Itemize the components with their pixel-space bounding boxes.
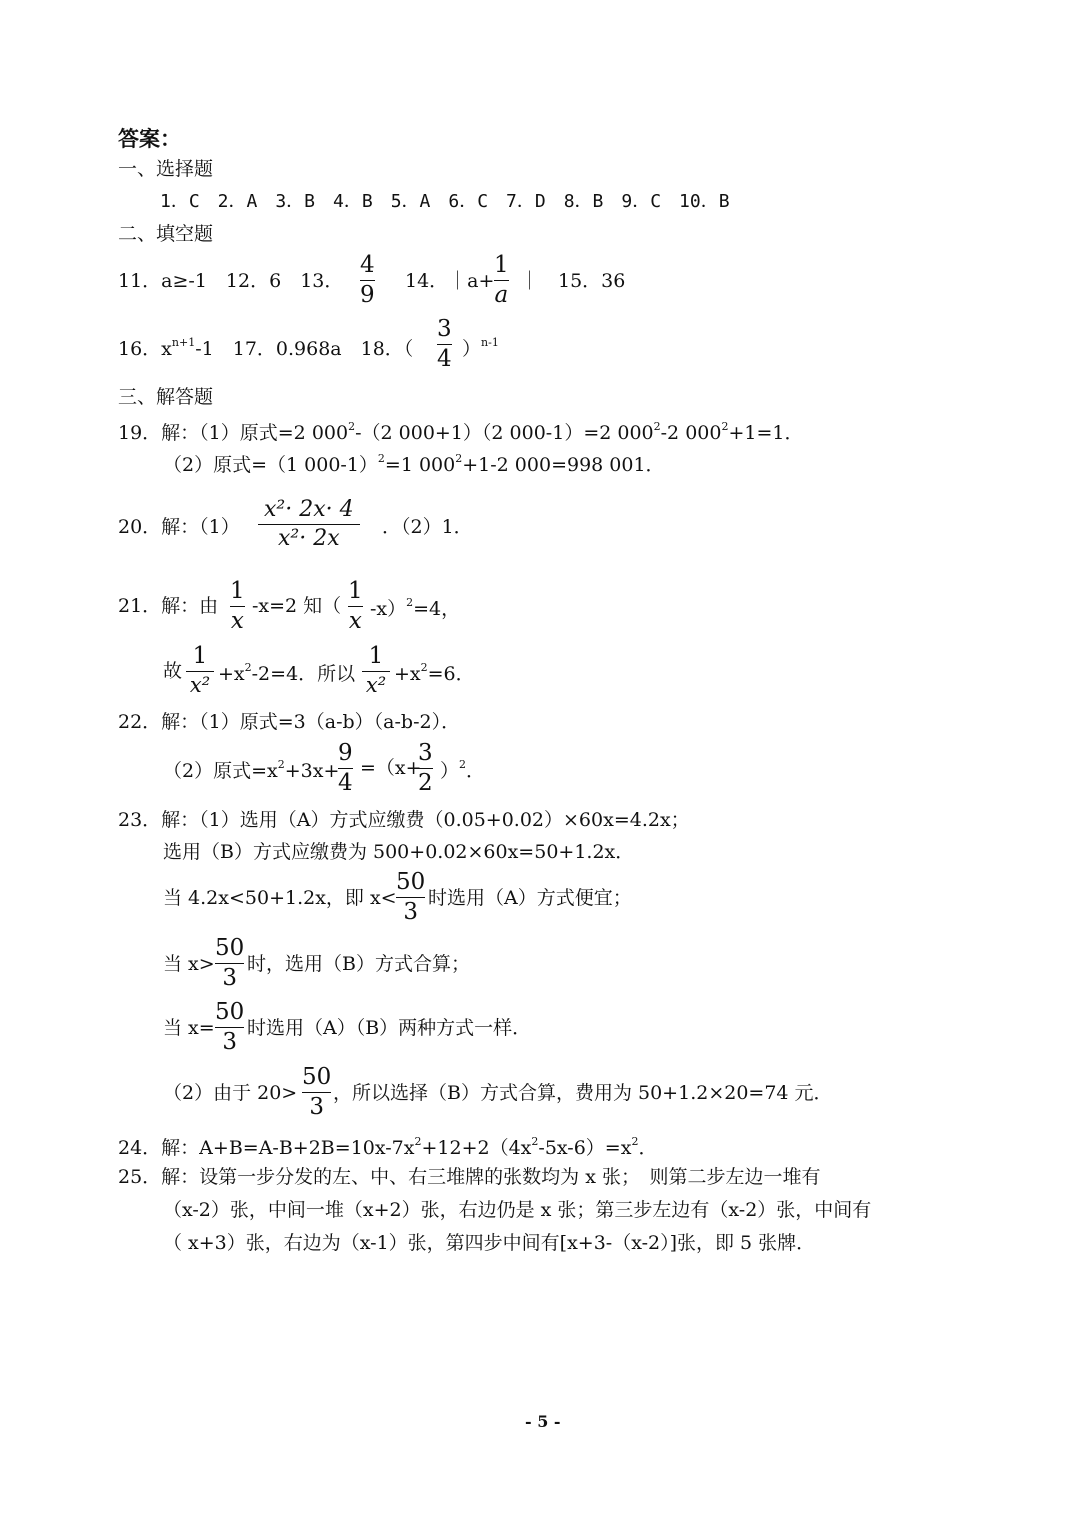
q21-l2-end: =6． xyxy=(427,663,475,685)
fill-answer-14-15: ｜ 15．36 xyxy=(520,270,626,292)
q23-line2: 选用（B）方式应缴费为 500+0.02×60x=50+1.2x． xyxy=(163,841,635,863)
q21-f1-den: x xyxy=(230,608,244,634)
fraction-13 xyxy=(360,254,375,307)
fraction-14-denominator: a xyxy=(494,282,509,308)
q19-sup-4: 2 xyxy=(377,452,385,465)
q23-line4-prefix: 当 x> xyxy=(163,953,215,975)
q19-sup-3: 2 xyxy=(721,420,729,433)
q21-sup-2: 2 xyxy=(244,661,252,674)
q24-sup-3: 2 xyxy=(631,1135,639,1148)
q23-f1-num: 50 xyxy=(396,869,426,895)
q24-pre: 24．解：A+B=A-B+2B=10x-7x xyxy=(118,1137,415,1159)
q23-f2-bar xyxy=(215,963,244,964)
q22-f1-bar xyxy=(338,768,353,769)
q22-f2-num: 3 xyxy=(418,740,433,766)
q23-f1-bar xyxy=(396,897,425,898)
section-fill-heading: 二、填空题 xyxy=(118,223,214,245)
fraction-13-bar xyxy=(360,280,375,281)
q24-mid: +12+2（4x xyxy=(421,1137,532,1159)
q21-line1-end xyxy=(370,597,460,619)
q19-l1-text-b: -（2 000+1）（2 000-1）=2 000 xyxy=(355,422,654,444)
q21-fraction-4 xyxy=(362,645,390,696)
q23-f4-num: 50 xyxy=(302,1064,332,1090)
q21-f2-bar xyxy=(348,606,363,607)
answer-16-exponent: n+1 xyxy=(171,336,196,349)
q24-post: ． xyxy=(638,1137,658,1159)
q25-line1: 25．解：设第一步分发的左、中、右三堆牌的张数均为 x 张； 则第二步左边一堆有 xyxy=(118,1166,821,1188)
q22-sup-2: 2 xyxy=(459,758,467,771)
fill-answers-16-18 xyxy=(118,337,413,359)
q21-l2-mid2: -2=4．所以 xyxy=(251,663,356,685)
q21-l1-end: =4， xyxy=(413,598,461,620)
q22-l2-end: ． xyxy=(466,760,486,782)
fraction-14-numerator: 1 xyxy=(494,252,509,278)
q23-f4-bar xyxy=(302,1092,331,1093)
q22-l2-post: ） xyxy=(440,760,460,782)
q25-line2: （x-2）张，中间一堆（x+2）张，右边仍是 x 张；第三步左边有（x-2）张，中间有 xyxy=(163,1199,872,1221)
q19-l1-text-c: -2 000 xyxy=(660,422,722,444)
q21-fraction-2 xyxy=(348,580,363,633)
q20-fraction xyxy=(258,499,360,550)
fraction-18-denominator: 4 xyxy=(437,346,452,372)
q23-line3-prefix: 当 4.2x<50+1.2x，即 x< xyxy=(163,887,397,909)
fraction-13-denominator: 9 xyxy=(360,282,375,308)
q20-denominator: x²· 2x xyxy=(277,526,340,551)
q19-sup-5: 2 xyxy=(455,452,463,465)
q21-l2-post: +x xyxy=(394,663,421,685)
q23-fraction-2 xyxy=(215,937,244,990)
q23-line3-suffix: 时选用（A）方式便宜； xyxy=(428,887,632,909)
q23-line5-prefix: 当 x= xyxy=(163,1017,215,1039)
q22-l2-pre: （2）原式=x xyxy=(163,760,278,782)
q21-f1-bar xyxy=(230,606,245,607)
fill-answer-14-prefix: 14．｜a+ xyxy=(405,270,495,292)
section-solve-heading: 三、解答题 xyxy=(118,386,214,408)
q23-f3-num: 50 xyxy=(215,999,245,1025)
q19-l2-text-c: +1-2 000=998 001． xyxy=(462,454,665,476)
q21-l2-mid: +x xyxy=(218,663,245,685)
q21-l1-post: -x） xyxy=(370,598,407,620)
q21-f4-den: x² xyxy=(365,673,387,697)
fraction-18-numerator: 3 xyxy=(437,316,452,342)
q20-numerator: x²· 2x· 4 xyxy=(264,497,354,522)
fraction-14-bar xyxy=(494,280,509,281)
q24-mid2: -5x-6）=x xyxy=(538,1137,632,1159)
answer-18-paren: ） xyxy=(462,338,482,360)
q19-line2 xyxy=(163,453,665,475)
q20-suffix: ．（2）1． xyxy=(382,516,473,538)
page-number: - 5 - xyxy=(525,1412,561,1431)
q20-prefix: 20．解：（1） xyxy=(118,516,240,538)
q23-fraction-4 xyxy=(302,1066,331,1119)
q21-sup-3: 2 xyxy=(420,661,428,674)
q23-f1-den: 3 xyxy=(403,899,418,925)
q22-f1-num: 9 xyxy=(338,740,353,766)
q21-f3-bar xyxy=(186,671,214,672)
q22-line1: 22．解：（1）原式=3（a-b）（a-b-2）． xyxy=(118,711,461,733)
q21-fraction-1 xyxy=(230,580,245,633)
q24-sup-1: 2 xyxy=(414,1135,422,1148)
q20-fraction-bar xyxy=(258,524,360,525)
q21-line2-middle xyxy=(218,662,355,684)
q19-sup-1: 2 xyxy=(348,420,356,433)
choice-answers: 1．C 2．A 3．B 4．B 5．A 6．C 7．D 8．B 9．C 10．B xyxy=(160,191,730,212)
q22-f2-den: 2 xyxy=(418,770,433,796)
answer-title: 答案： xyxy=(118,126,181,151)
q21-f3-num: 1 xyxy=(192,643,208,669)
q19-line1 xyxy=(118,421,804,443)
q21-line2-end xyxy=(394,662,475,684)
fraction-18-bar xyxy=(437,344,452,345)
q23-fraction-3 xyxy=(215,1001,244,1054)
q23-line6-prefix: （2）由于 20> xyxy=(163,1082,298,1104)
q23-line1: 23．解：（1）选用（A）方式应缴费（0.05+0.02）×60x=4.2x； xyxy=(118,809,690,831)
q22-line2-start xyxy=(163,759,339,781)
q23-f3-den: 3 xyxy=(222,1029,237,1055)
q21-fraction-3 xyxy=(186,645,214,696)
q23-line4-suffix: 时，选用（B）方式合算； xyxy=(247,953,470,975)
q25-line3: （ x+3）张，右边为（x-1）张，第四步中间有[x+3-（x-2）]张，即 5 张牌． xyxy=(163,1232,816,1254)
q21-middle: -x=2 知（ xyxy=(252,595,342,617)
fraction-13-numerator: 4 xyxy=(360,252,375,278)
q24-line xyxy=(118,1136,657,1158)
q21-sup-1: 2 xyxy=(406,596,414,609)
q23-fraction-1 xyxy=(396,871,425,924)
q22-fraction-1 xyxy=(338,742,353,795)
q22-l2-mid: +3x+ xyxy=(284,760,340,782)
answer-18-suffix xyxy=(462,337,499,359)
q22-sup-1: 2 xyxy=(277,758,285,771)
q23-f2-num: 50 xyxy=(215,935,245,961)
q23-f4-den: 3 xyxy=(309,1094,324,1120)
q23-line6-suffix: ，所以选择（B）方式合算，费用为 50+1.2×20=74 元． xyxy=(333,1082,833,1104)
q21-f4-num: 1 xyxy=(368,643,384,669)
q21-prefix: 21．解：由 xyxy=(118,595,219,617)
fraction-14 xyxy=(494,254,509,307)
q19-l1-text-a: 19．解：（1）原式=2 000 xyxy=(118,422,349,444)
q21-f4-bar xyxy=(362,671,390,672)
section-choice-heading: 一、选择题 xyxy=(118,158,214,180)
q19-l1-text-d: +1=1． xyxy=(728,422,804,444)
q21-f2-den: x xyxy=(348,608,362,634)
q19-l2-text-b: =1 000 xyxy=(384,454,456,476)
q19-sup-2: 2 xyxy=(653,420,661,433)
q22-f1-den: 4 xyxy=(338,770,353,796)
q23-f2-den: 3 xyxy=(222,965,237,991)
q23-line5-suffix: 时选用（A）（B）两种方式一样． xyxy=(247,1017,532,1039)
q22-f2-bar xyxy=(418,768,433,769)
fill-answers-11-13: 11．a≥-1 12．6 13． xyxy=(118,270,344,292)
q22-fraction-2 xyxy=(418,742,433,795)
q22-line2-end xyxy=(440,759,485,781)
q23-f3-bar xyxy=(215,1027,244,1028)
answer-18-exponent: n-1 xyxy=(481,336,499,349)
q21-f1-num: 1 xyxy=(230,578,245,604)
q22-line2-middle: =（x+ xyxy=(360,757,422,779)
answer-16-18-text: -1 17．0.968a 18．（ xyxy=(195,338,414,360)
q21-f3-den: x² xyxy=(189,673,211,697)
q21-f2-num: 1 xyxy=(348,578,363,604)
fraction-18 xyxy=(437,318,452,371)
answer-16-prefix: 16．x xyxy=(118,338,172,360)
q24-sup-2: 2 xyxy=(531,1135,539,1148)
q21-line2-prefix: 故 xyxy=(163,660,183,682)
q19-l2-text-a: （2）原式=（1 000-1） xyxy=(163,454,378,476)
